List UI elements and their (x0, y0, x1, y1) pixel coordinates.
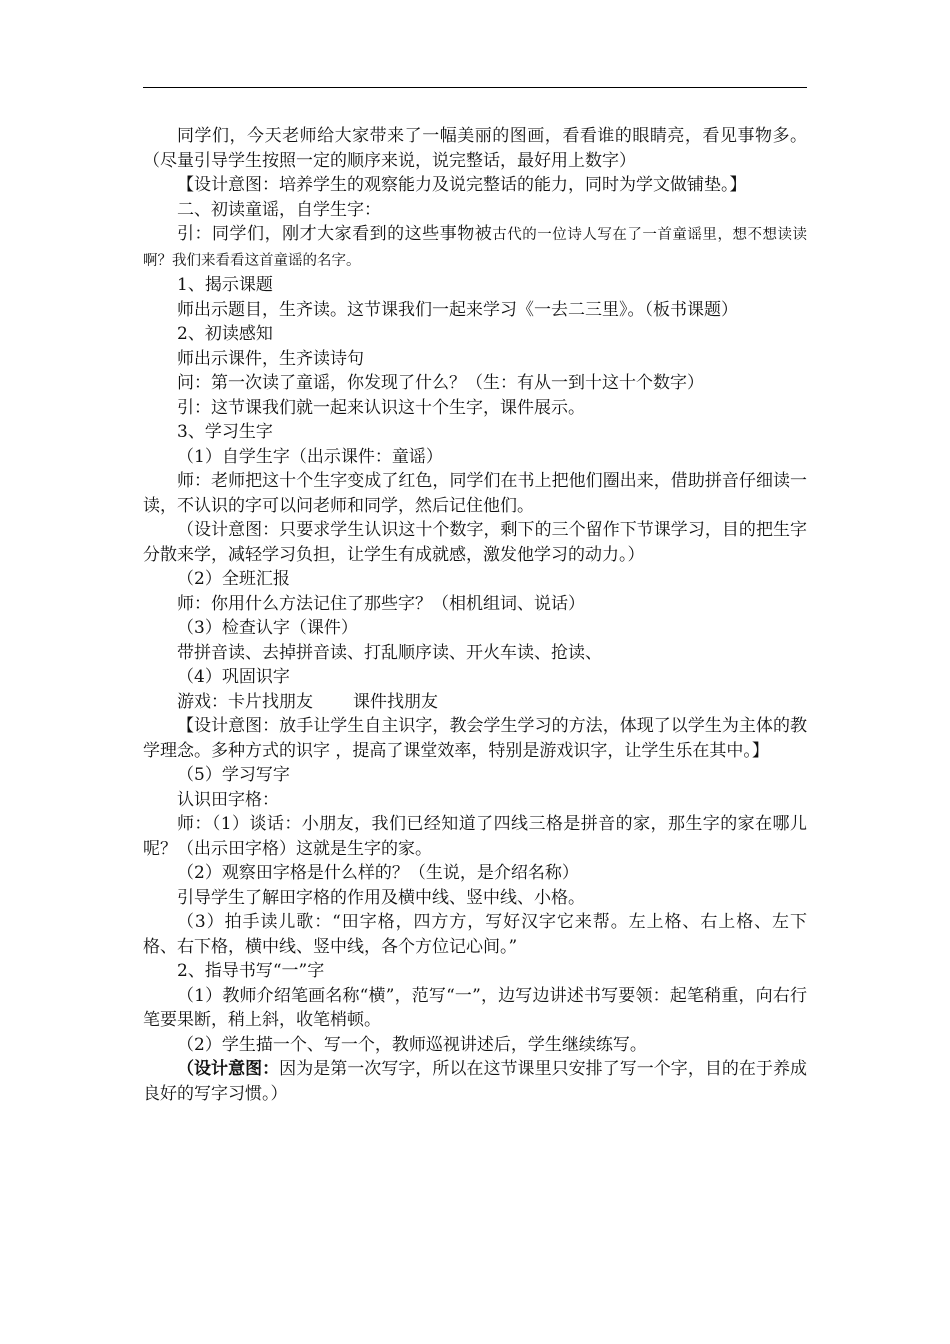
paragraph-observe-grid: （2）观察田字格是什么样的？（生说，是介绍名称） (177, 863, 579, 883)
step-consolidate: （4）巩固识字 (177, 667, 290, 687)
paragraph-practice: （2）学生描一个、写一个，教师巡视讲述后，学生继续练写。 (177, 1034, 647, 1055)
design-intent-text: 因为是第一次写字，所以在这节课里只安排了写一个字，目的在于养成良好的写字习惯。） (143, 1059, 808, 1104)
paragraph-grid-intro: 认识田字格： (177, 789, 279, 810)
paragraph-reading-methods: 带拼音读、去掉拼音读、打乱顺序读、开火车读、抢读、 (177, 642, 602, 663)
step-check-characters: （3）检查认字（课件） (177, 618, 358, 638)
paragraph-show-courseware: 师出示课件，生齐读诗句 (177, 348, 364, 369)
paragraph-lead-in (143, 222, 807, 273)
paragraph-teacher-red: 师：老师把这十个生字变成了红色，同学们在书上把他们圈出来，借助拼音仔细读一读，不认识的字可以问老师和同学，然后记住他们。 (143, 471, 807, 516)
subheading-reveal-title: 1、揭示课题 (177, 275, 273, 295)
paragraph-design-intent-4 (143, 1057, 807, 1106)
section-heading-2: 二、初读童谣，自学生字： (177, 199, 381, 220)
paragraph-design-intent-3: 【设计意图：放手让学生自主识字，教会学生学习的方法，体现了以学生为主体的教学理念。多种方式的识字 ，提高了课堂效率，特别是游戏识字，让学生乐在其中。】 (143, 716, 807, 761)
paragraph-reveal-title: 师出示题目，生齐读。这节课我们一起来学习《一去二三里》。（板书课题） (177, 299, 738, 320)
step-self-study: （1）自学生字（出示课件：童谣） (177, 446, 443, 467)
paragraph-question: 问：第一次读了童谣，你发现了什么？（生：有从一到十这十个数字） (177, 373, 704, 393)
paragraph-games (143, 690, 807, 715)
header-rule (143, 87, 807, 88)
paragraph-rhyme: （3）拍手读儿歌：“田字格，四方方，写好汉字它来帮。左上格、右上格、左下格、右下格，横中线、竖中线，各个方位记心间。” (143, 912, 807, 957)
document-body (143, 124, 807, 1106)
paragraph-lead-courseware: 引：这节课我们就一起来认识这十个生字，课件展示。 (177, 397, 585, 418)
paragraph-design-intent-2: （设计意图：只要求学生认识这十个数字，剩下的三个留作下节课学习，目的把生字分散来学，减轻学习负担，让学生有成就感，激发他学习的动力。） (143, 520, 807, 565)
game-courseware: 课件找朋友 (353, 691, 438, 712)
subheading-first-reading: 2、初读感知 (177, 324, 273, 344)
subheading-learn-characters: 3、学习生字 (177, 422, 273, 442)
design-intent-label: （设计意图： (177, 1059, 280, 1079)
game-card: 游戏：卡片找朋友 (177, 691, 313, 712)
paragraph-teacher-talk: 师：（1）谈话：小朋友，我们已经知道了四线三格是拼音的家，那生字的家在哪儿呢？（出示田字格）这就是生字的家。 (143, 814, 807, 859)
paragraph-teacher-method: 师：你用什么方法记住了那些字？（相机组词、说话） (177, 593, 585, 614)
paragraph-intro: 同学们，今天老师给大家带来了一幅美丽的图画，看看谁的眼睛亮，看见事物多。（尽量引导学生按照一定的顺序来说，说完整话，最好用上数字） (143, 126, 807, 171)
subheading-guide-writing: 2、指导书写“一”字 (177, 961, 325, 981)
paragraph-design-intent-1: 【设计意图：培养学生的观察能力及说完整话的能力，同时为学文做铺垫。】 (177, 175, 747, 195)
lead-in-part-a: 引：同学们，刚才大家看到的这些事物被 (177, 224, 493, 244)
lead-in-part-b: 古代的一位诗人写在了一首童谣里，想不想读读啊？我们来看看这首童谣的名字。 (143, 227, 808, 269)
step-writing: （5）学习写字 (177, 765, 290, 785)
paragraph-grid-lines: 引导学生了解田字格的作用及横中线、竖中线、小格。 (177, 887, 585, 908)
paragraph-stroke-intro: （1）教师介绍笔画名称“横”，范写“一”，边写边讲述书写要领：起笔稍重，向右行笔要果断，稍上斜，收笔梢顿。 (143, 985, 807, 1030)
step-class-report: （2）全班汇报 (177, 569, 290, 589)
